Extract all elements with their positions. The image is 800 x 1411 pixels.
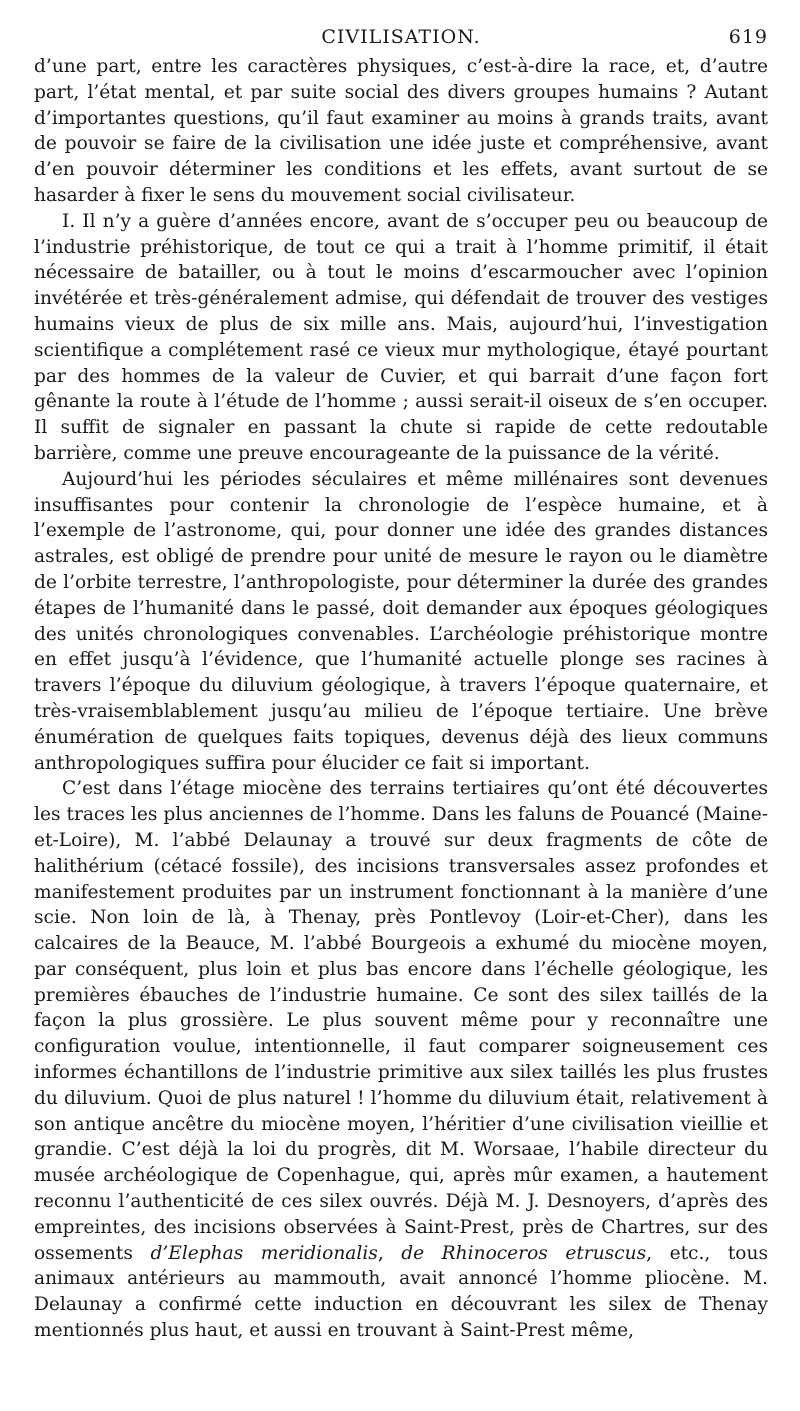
paragraph [34,776,768,1344]
paragraph [34,54,768,209]
running-header [34,26,768,54]
text-segment: d’une part, entre les caractères physiques, c’est-à-dire la race, et, d’autre part, l’état mental, et par suite social des divers groupes humains ? Autant d’importantes questions, qu’il faut examiner au moins à grands traits, avant de pouvoir se faire de la civilisation une idée juste et compréhensive, avant d’en pouvoir déterminer les conditions et les effets, avant surtout de se hasarder à fixer le sens du mouvement social civilisateur. [34,56,768,206]
text-segment: , [377,1242,402,1264]
text-segment: Aujourd’hui les périodes séculaires et même millénaires sont devenues insuffisantes pour contenir la chronologie de l’espèce humaine, et à l’exemple de l’astronome, qui, pour donner une idée des grandes distances astrales, est obligé de prendre pour unité de mesure le rayon ou le diamètre de l’orbite terrestre, l’anthropologiste, pour déterminer la durée des grandes étapes de l’humanité dans le passé, doit demander aux époques géologiques des unités chronologiques convenables. L’archéologie préhistorique montre en effet jusqu’à l’évidence, que l’humanité actuelle plonge ses racines à travers l’époque du diluvium géologique, à travers l’époque quaternaire, et très-vraisemblablement jusqu’au milieu de l’époque tertiaire. Une brève énumération de quelques faits topiques, devenus déjà des lieux communs anthropologiques suffira pour élucider ce fait si important. [34,468,768,774]
body-text [34,54,768,1344]
text-segment: , etc., tous animaux antérieurs au mammouth, avait annoncé l’homme pliocène. M. Delaunay a confirmé cette induction en découvrant les silex de Thenay mentionnés plus haut, et aussi en trouvant à Saint-Prest même, [34,1242,768,1342]
running-title: CIVILISATION. [321,26,481,48]
italic-taxon: d’Elephas meridionalis [150,1242,378,1264]
italic-taxon: de Rhinoceros etruscus [401,1242,647,1264]
text-segment: I. Il n’y a guère d’années encore, avant de s’occuper peu ou beaucoup de l’industrie préhistorique, de tout ce qui a trait à l’homme primitif, il était nécessaire de batailler, ou à tout le moins d’escarmoucher avec l’opinion invétérée et très-généralement admise, qui défendait de trouver des vestiges humains vieux de plus de six mille ans. Mais, aujourd’hui, l’investigation scientifique a complétement rasé ce vieux mur mythologique, étayé pourtant par des hommes de la valeur de Cuvier, et qui barrait d’une façon fort gênante la route à l’étude de l’homme ; aussi serait-il oiseux de s’en occuper. Il suffit de signaler en passant la chute si rapide de cette redoutable barrière, comme une preuve encourageante de la puissance de la vérité. [34,210,768,464]
paragraph [34,209,768,467]
page-number: 619 [728,26,768,48]
paragraph [34,467,768,777]
text-segment: C’est dans l’étage miocène des terrains tertiaires qu’ont été découvertes les traces les plus anciennes de l’homme. Dans les faluns de Pouancé (Maine-et-Loire), M. l’abbé Delaunay a trouvé sur deux fragments de côte de halithérium (cétacé fossile), des incisions transversales assez profondes et manifestement produites par un instrument fonctionnant à la manière d’une scie. Non loin de là, à Thenay, près Pontlevoy (Loir-et-Cher), dans les calcaires de la Beauce, M. l’abbé Bourgeois a exhumé du miocène moyen, par conséquent, plus loin et plus bas encore dans l’échelle géologique, les premières ébauches de l’industrie humaine. Ce sont des silex taillés de la façon la plus grossière. Le plus souvent même pour y reconnaître une configuration voulue, intentionnelle, il faut comparer soigneusement ces informes échantillons de l’industrie primitive aux silex taillés les plus frustes du diluvium. Quoi de plus naturel ! l’homme du diluvium était, relativement à son antique ancêtre du miocène moyen, l’héritier d’une civilisation vieillie et grandie. C’est déjà la loi du progrès, dit M. Worsaae, l’habile directeur du musée archéologique de Copenhague, qui, après mûr examen, a hautement reconnu l’authenticité de ces silex ouvrés. Déjà M. J. Desnoyers, d’après des empreintes, des incisions observées à Saint-Prest, près de Chartres, sur des ossements [34,778,768,1264]
